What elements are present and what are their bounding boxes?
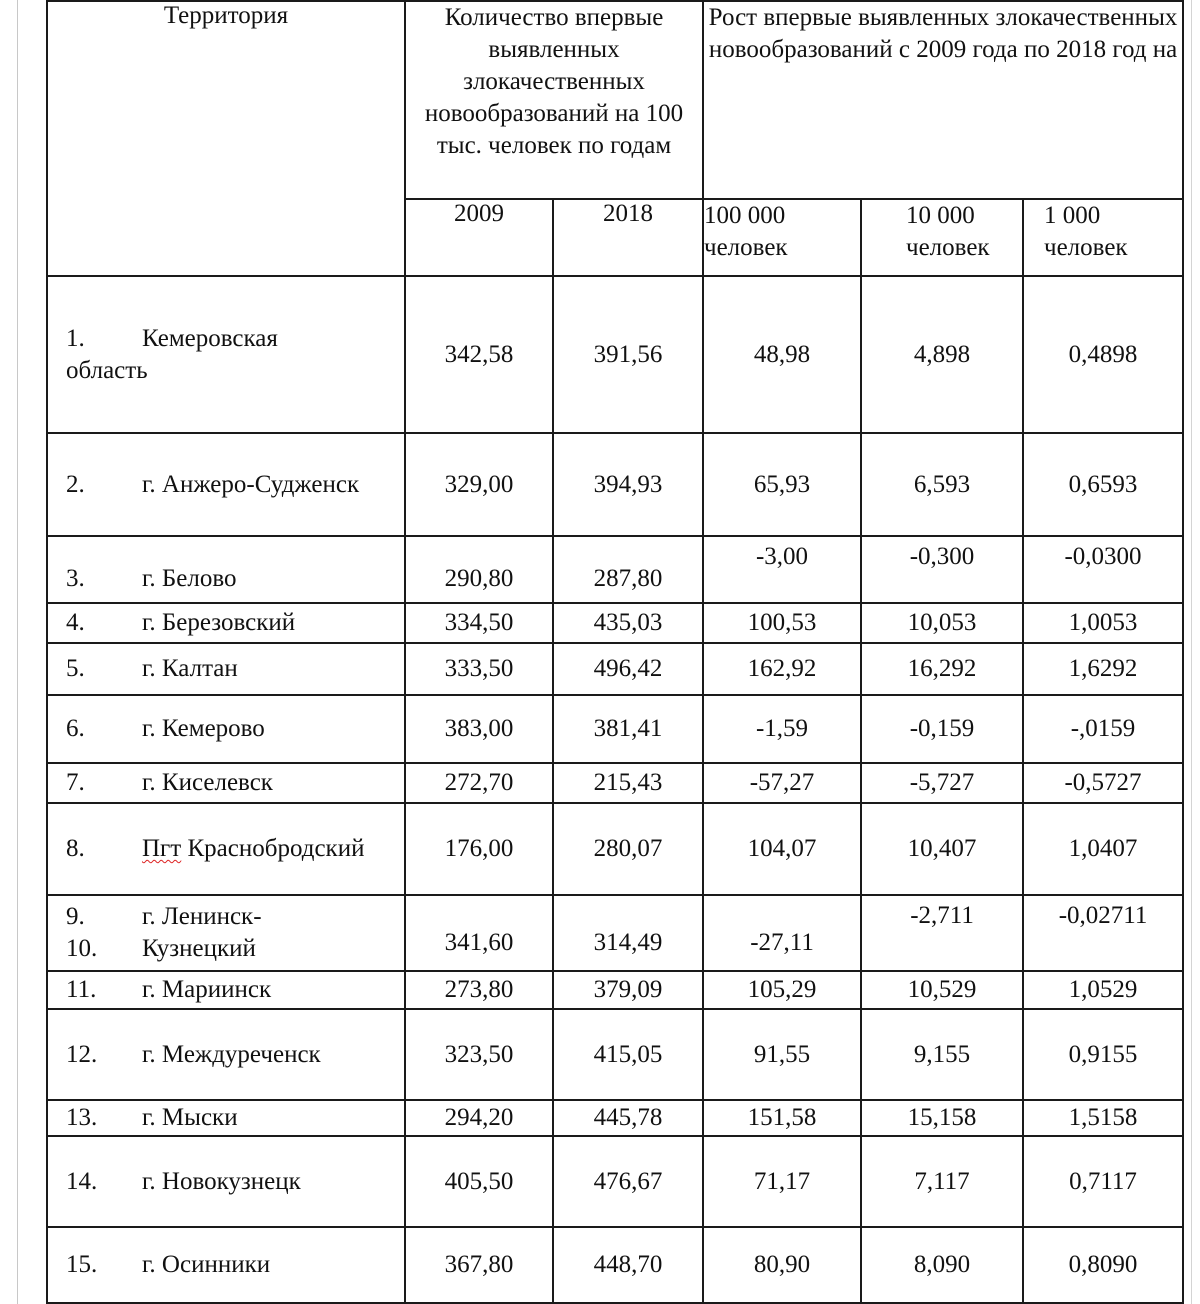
row-number: 14. [66,1167,98,1195]
territory-cell [47,1136,405,1227]
value-2018: 476,67 [553,1136,703,1227]
growth-per-100000: -1,59 [703,695,861,763]
growth-per-100000: -57,27 [703,763,861,803]
growth-per-10000: 10,529 [861,971,1023,1009]
growth-per-1000: 1,6292 [1023,643,1183,695]
growth-per-100000: 104,07 [703,803,861,895]
territory-name: г. Калтан [142,655,238,682]
value-2009: 176,00 [405,803,553,895]
value-2018: 287,80 [553,536,703,603]
territory-name: г. Березовский [142,609,296,636]
cancer-incidence-table [46,0,1184,1304]
row-number: 5. [66,655,85,682]
territory-name: г. Осинники [142,1251,271,1278]
growth-per-1000: 0,8090 [1023,1227,1183,1303]
table-row [47,1227,1183,1303]
table-row [47,643,1183,695]
row-number: 2. [66,470,85,498]
table-row [47,695,1183,763]
header-growth-group: Рост впервые выявленных злокачественных новообразований с 2009 года по 2018 год на [703,1,1183,199]
row-number: 3. [66,564,85,592]
row-number: 7. [66,769,85,796]
growth-per-100000: 71,17 [703,1136,861,1227]
growth-per-10000: -0,300 [861,536,1023,603]
row-number: 4. [66,609,85,636]
growth-per-10000: 15,158 [861,1100,1023,1136]
table-row [47,276,1183,433]
value-2009: 334,50 [405,603,553,643]
header-year-2009: 2009 [405,199,553,276]
territory-name-continued: Кузнецкий [142,935,256,962]
row-number: 15. [66,1251,98,1278]
row-number-secondary: 10. [66,935,98,962]
territory-name: г. Новокузнецк [142,1167,301,1195]
growth-per-10000: 10,053 [861,603,1023,643]
value-2018: 496,42 [553,643,703,695]
table-row [47,895,1183,971]
value-2018: 435,03 [553,603,703,643]
territory-name: г. Междуреченск [142,1040,321,1068]
growth-per-100000: -3,00 [703,536,861,603]
territory-cell [47,433,405,536]
growth-per-100000: 162,92 [703,643,861,695]
value-2018: 280,07 [553,803,703,895]
growth-per-10000: 7,117 [861,1136,1023,1227]
value-2009: 405,50 [405,1136,553,1227]
value-2018: 215,43 [553,763,703,803]
table-row [47,763,1183,803]
growth-per-10000: -5,727 [861,763,1023,803]
table-row [47,1100,1183,1136]
growth-per-1000: 0,6593 [1023,433,1183,536]
header-year-2018: 2018 [553,199,703,276]
territory-name: Кемеровская [142,324,278,352]
growth-per-10000: 6,593 [861,433,1023,536]
value-2009: 273,80 [405,971,553,1009]
growth-per-10000: 8,090 [861,1227,1023,1303]
territory-name: г. Ленинск- [142,903,262,930]
territory-cell [47,536,405,603]
growth-per-1000: 1,5158 [1023,1100,1183,1136]
value-2018: 445,78 [553,1100,703,1136]
growth-per-100000: 48,98 [703,276,861,433]
territory-cell [47,276,405,433]
growth-per-1000: -0,02711 [1023,895,1183,971]
territory-cell [47,763,405,803]
page-margin-line [17,0,18,1304]
growth-per-10000: 10,407 [861,803,1023,895]
growth-per-1000: -0,5727 [1023,763,1183,803]
value-2009: 272,70 [405,763,553,803]
value-2009: 342,58 [405,276,553,433]
territory-name: г. Мариинск [142,976,272,1003]
value-2009: 290,80 [405,536,553,603]
growth-per-100000: 100,53 [703,603,861,643]
growth-per-1000: 1,0529 [1023,971,1183,1009]
territory-cell [47,895,405,971]
value-2009: 333,50 [405,643,553,695]
territory-name: г. Кемерово [142,715,265,742]
row-number: 9. [66,903,85,930]
row-number: 1. [66,324,85,352]
header-per-1000: 1 000 человек [1023,199,1183,276]
territory-name: г. Анжеро-Судженск [142,470,360,498]
table-row [47,971,1183,1009]
growth-per-1000: -,0159 [1023,695,1183,763]
growth-per-1000: 1,0407 [1023,803,1183,895]
value-2018: 314,49 [553,895,703,971]
table-row [47,603,1183,643]
row-number: 8. [66,835,85,862]
growth-per-1000: 0,4898 [1023,276,1183,433]
territory-cell [47,1100,405,1136]
value-2009: 294,20 [405,1100,553,1136]
value-2018: 415,05 [553,1009,703,1100]
territory-name: г. Мыски [142,1104,238,1131]
growth-per-1000: 0,7117 [1023,1136,1183,1227]
table-row [47,803,1183,895]
header-territory: Территория [47,1,405,276]
territory-name-prefix: Пгт [142,835,182,862]
value-2018: 379,09 [553,971,703,1009]
growth-per-100000: 65,93 [703,433,861,536]
row-number: 13. [66,1104,98,1131]
growth-per-10000: 16,292 [861,643,1023,695]
value-2009: 323,50 [405,1009,553,1100]
territory-name: Краснобродский [181,835,365,862]
value-2009: 383,00 [405,695,553,763]
value-2009: 367,80 [405,1227,553,1303]
growth-per-100000: 151,58 [703,1100,861,1136]
territory-cell [47,1009,405,1100]
table-row [47,1009,1183,1100]
row-number: 6. [66,715,85,742]
table-row [47,536,1183,603]
value-2009: 341,60 [405,895,553,971]
header-count-group: Количество впервые выявленных злокачественных новообразований на 100 тыс. человек по годам [405,1,703,199]
growth-per-10000: 4,898 [861,276,1023,433]
growth-per-10000: -0,159 [861,695,1023,763]
header-per-100000: 100 000 человек [703,199,861,276]
territory-cell [47,643,405,695]
growth-per-100000: 91,55 [703,1009,861,1100]
growth-per-1000: 0,9155 [1023,1009,1183,1100]
territory-name-continued: область [66,356,148,384]
territory-cell [47,1227,405,1303]
territory-name: г. Белово [142,564,237,592]
table-row [47,433,1183,536]
territory-cell [47,803,405,895]
value-2009: 329,00 [405,433,553,536]
value-2018: 394,93 [553,433,703,536]
row-number: 12. [66,1040,98,1068]
growth-per-100000: 80,90 [703,1227,861,1303]
table-row [47,1136,1183,1227]
growth-per-100000: 105,29 [703,971,861,1009]
header-per-10000: 10 000 человек [861,199,1023,276]
territory-cell [47,695,405,763]
value-2018: 448,70 [553,1227,703,1303]
row-number: 11. [66,976,97,1003]
growth-per-10000: 9,155 [861,1009,1023,1100]
growth-per-100000: -27,11 [703,895,861,971]
territory-cell [47,603,405,643]
territory-cell [47,971,405,1009]
territory-name: г. Киселевск [142,769,273,796]
page-edge-line [1191,0,1192,1304]
growth-per-1000: 1,0053 [1023,603,1183,643]
value-2018: 381,41 [553,695,703,763]
value-2018: 391,56 [553,276,703,433]
growth-per-10000: -2,711 [861,895,1023,971]
growth-per-1000: -0,0300 [1023,536,1183,603]
